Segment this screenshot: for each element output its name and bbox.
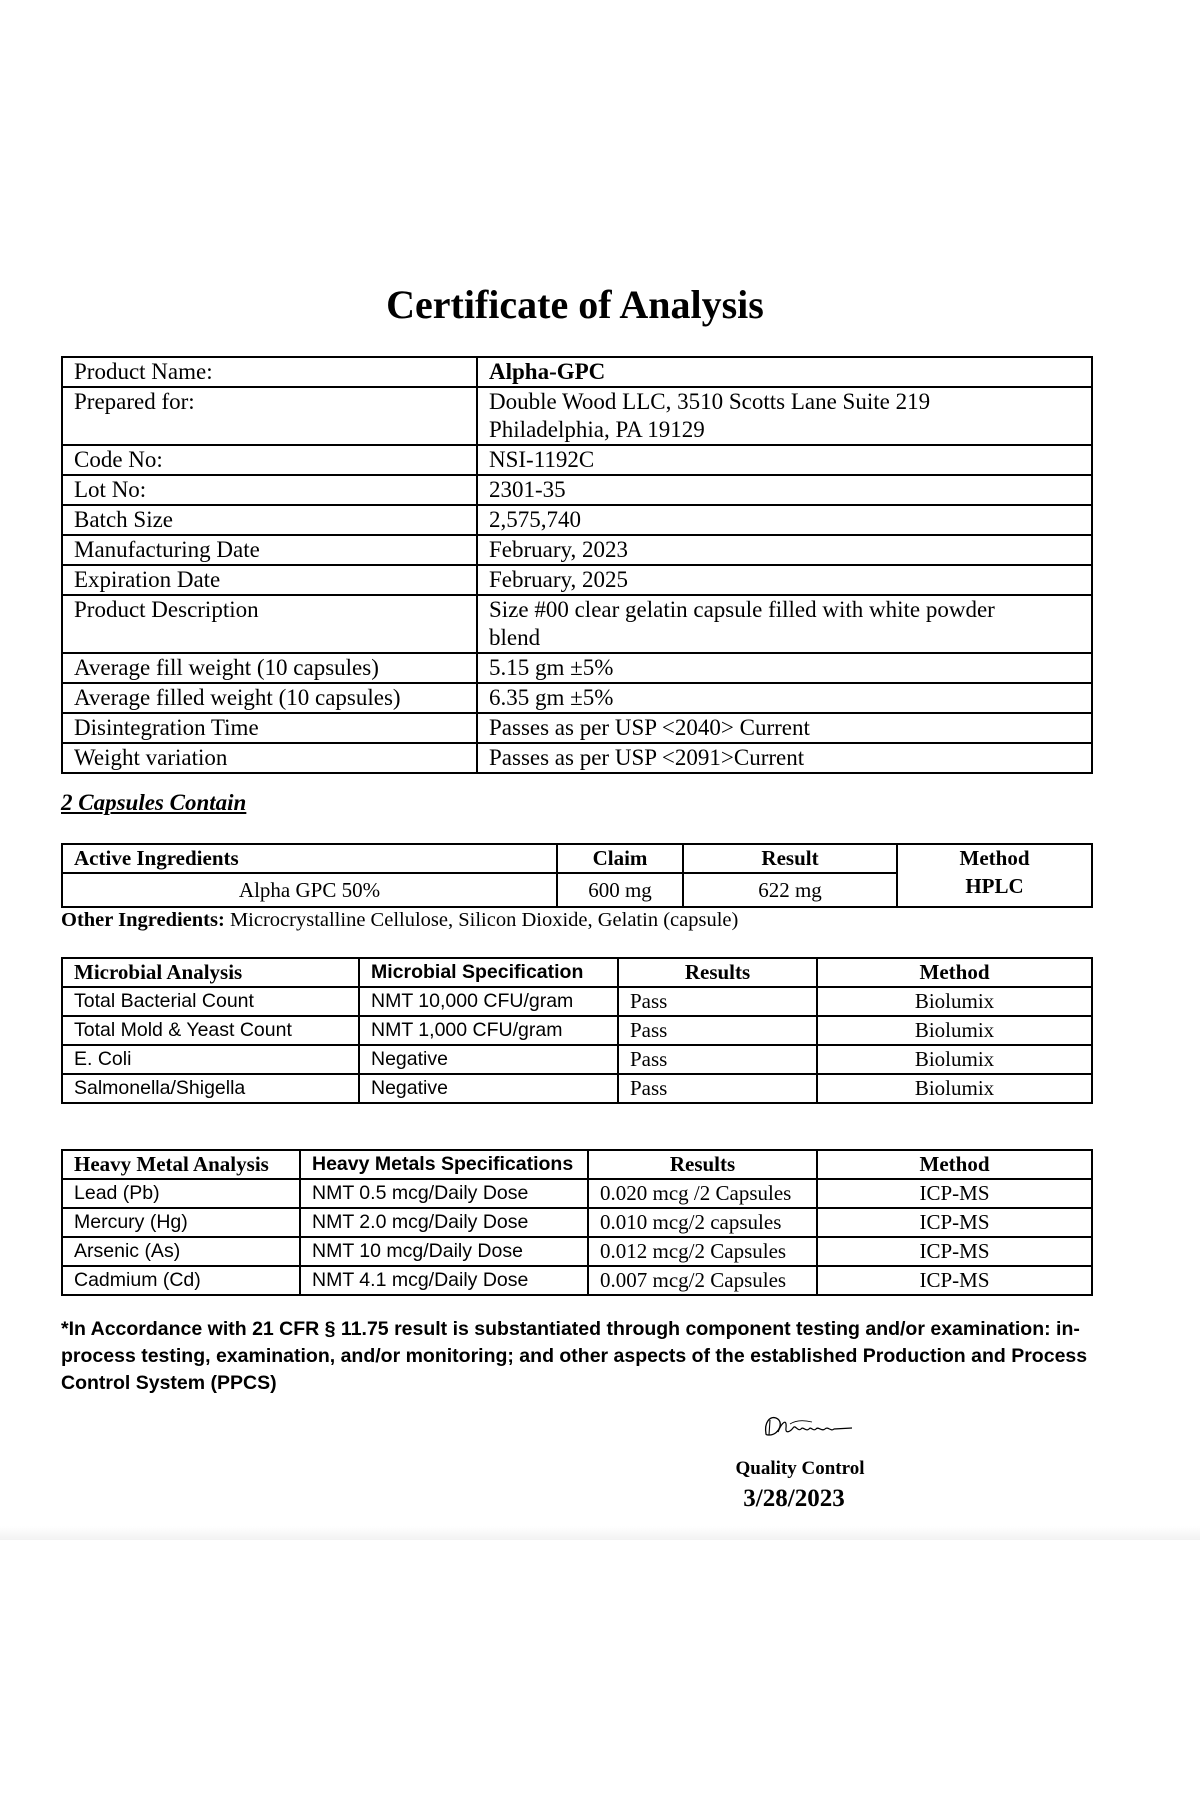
info-value: Passes as per USP <2040> Current (477, 713, 1092, 743)
other-ingredients (61, 906, 738, 934)
info-row (62, 683, 1092, 713)
table-cell: Pass (618, 1016, 817, 1045)
info-value: February, 2025 (477, 565, 1092, 595)
info-row (62, 595, 1092, 653)
info-row (62, 387, 1092, 445)
table-header-row (62, 958, 1092, 987)
signature-image (760, 1408, 860, 1444)
table-cell: Biolumix (817, 987, 1092, 1016)
compliance-note: *In Accordance with 21 CFR § 11.75 result is substantiated through component testing and/or examination: in-process testing, examination, and/or monitoring; and other aspects of the established Production and Process Control System (PPCS) (61, 1318, 1088, 1394)
col-header: Microbial Analysis (62, 958, 359, 987)
table-cell: Negative (359, 1045, 618, 1074)
info-value (477, 387, 1092, 445)
table-cell: 0.007 mcg/2 Capsules (588, 1266, 817, 1295)
table-header-row (62, 844, 1092, 873)
info-row (62, 653, 1092, 683)
info-value-line: Double Wood LLC, 3510 Scotts Lane Suite 219 (489, 389, 931, 414)
col-header: Microbial Specification (359, 958, 618, 987)
info-row (62, 743, 1092, 773)
info-label: Average fill weight (10 capsules) (62, 653, 477, 683)
table-row (62, 987, 1092, 1016)
col-header: Method (897, 844, 1092, 873)
info-label: Product Description (62, 595, 477, 653)
table-row (62, 1074, 1092, 1103)
section-heading: 2 Capsules Contain (61, 790, 247, 815)
other-ingredients-text: Microcrystalline Cellulose, Silicon Dioxide, Gelatin (capsule) (224, 909, 739, 931)
table-row (62, 1045, 1092, 1074)
table-row (62, 1208, 1092, 1237)
table-cell: ICP-MS (817, 1179, 1092, 1208)
info-value: 5.15 gm ±5% (477, 653, 1092, 683)
info-value: Alpha-GPC (477, 357, 1092, 387)
quality-control-date: 3/28/2023 (743, 1485, 845, 1512)
info-row (62, 357, 1092, 387)
col-header: Method (817, 958, 1092, 987)
table-row (62, 1179, 1092, 1208)
info-label: Disintegration Time (62, 713, 477, 743)
col-header: Results (618, 958, 817, 987)
info-label: Expiration Date (62, 565, 477, 595)
table-cell: NMT 0.5 mcg/Daily Dose (300, 1179, 588, 1208)
table-cell: E. Coli (62, 1045, 359, 1074)
heavy-metal-table (61, 1149, 1093, 1296)
table-row (62, 1237, 1092, 1266)
table-header-row (62, 1150, 1092, 1179)
info-label: Prepared for: (62, 387, 477, 445)
table-row (62, 1016, 1092, 1045)
table-cell: Negative (359, 1074, 618, 1103)
table-cell: NMT 2.0 mcg/Daily Dose (300, 1208, 588, 1237)
table-cell: Pass (618, 1074, 817, 1103)
quality-control-label: Quality Control (735, 1458, 865, 1479)
info-value: Passes as per USP <2091>Current (477, 743, 1092, 773)
info-row (62, 445, 1092, 475)
product-info-table (61, 356, 1093, 774)
table-row (62, 1266, 1092, 1295)
info-row (62, 475, 1092, 505)
info-value (477, 595, 1092, 653)
col-header: Method (817, 1150, 1092, 1179)
info-label: Batch Size (62, 505, 477, 535)
col-header: Heavy Metals Specifications (300, 1150, 588, 1179)
info-row (62, 535, 1092, 565)
info-row (62, 505, 1092, 535)
info-label: Product Name: (62, 357, 477, 387)
table-cell: Biolumix (817, 1045, 1092, 1074)
table-cell: Lead (Pb) (62, 1179, 300, 1208)
table-cell: NMT 10 mcg/Daily Dose (300, 1237, 588, 1266)
info-label: Lot No: (62, 475, 477, 505)
info-value-line: Size #00 clear gelatin capsule filled with white powder (489, 597, 995, 622)
table-cell: ICP-MS (817, 1208, 1092, 1237)
table-cell: 0.010 mcg/2 capsules (588, 1208, 817, 1237)
table-cell: Alpha GPC 50% (62, 873, 557, 907)
active-ingredients-table (61, 843, 1093, 908)
table-cell: 0.012 mcg/2 Capsules (588, 1237, 817, 1266)
col-header: Result (683, 844, 897, 873)
info-value-line: Philadelphia, PA 19129 (489, 417, 705, 442)
table-cell: Salmonella/Shigella (62, 1074, 359, 1103)
table-cell: NMT 4.1 mcg/Daily Dose (300, 1266, 588, 1295)
info-label: Manufacturing Date (62, 535, 477, 565)
table-cell: Pass (618, 1045, 817, 1074)
table-cell: HPLC (897, 873, 1092, 907)
col-header: Claim (557, 844, 683, 873)
col-header: Heavy Metal Analysis (62, 1150, 300, 1179)
info-value: 6.35 gm ±5% (477, 683, 1092, 713)
table-cell: ICP-MS (817, 1266, 1092, 1295)
table-cell: Pass (618, 987, 817, 1016)
table-cell: ICP-MS (817, 1237, 1092, 1266)
table-cell: Mercury (Hg) (62, 1208, 300, 1237)
info-label: Average filled weight (10 capsules) (62, 683, 477, 713)
other-ingredients-label: Other Ingredients: (61, 909, 225, 931)
table-cell: Total Bacterial Count (62, 987, 359, 1016)
table-cell: 0.020 mcg /2 Capsules (588, 1179, 817, 1208)
info-value: NSI-1192C (477, 445, 1092, 475)
table-cell: Arsenic (As) (62, 1237, 300, 1266)
document-title: Certificate of Analysis (386, 282, 764, 327)
col-header: Active Ingredients (62, 844, 557, 873)
info-value-line: blend (489, 625, 541, 650)
table-cell: Cadmium (Cd) (62, 1266, 300, 1295)
page-edge-shadow (0, 1526, 1200, 1540)
table-cell: 600 mg (557, 873, 683, 907)
table-cell: Total Mold & Yeast Count (62, 1016, 359, 1045)
table-cell: Biolumix (817, 1074, 1092, 1103)
table-cell: NMT 1,000 CFU/gram (359, 1016, 618, 1045)
col-header: Results (588, 1150, 817, 1179)
info-label: Code No: (62, 445, 477, 475)
table-row (62, 873, 1092, 907)
info-label: Weight variation (62, 743, 477, 773)
table-cell: Biolumix (817, 1016, 1092, 1045)
table-cell: NMT 10,000 CFU/gram (359, 987, 618, 1016)
info-value: 2,575,740 (477, 505, 1092, 535)
info-row (62, 713, 1092, 743)
info-row (62, 565, 1092, 595)
microbial-analysis-table (61, 957, 1093, 1104)
info-value: February, 2023 (477, 535, 1092, 565)
table-cell: 622 mg (683, 873, 897, 907)
info-value: 2301-35 (477, 475, 1092, 505)
